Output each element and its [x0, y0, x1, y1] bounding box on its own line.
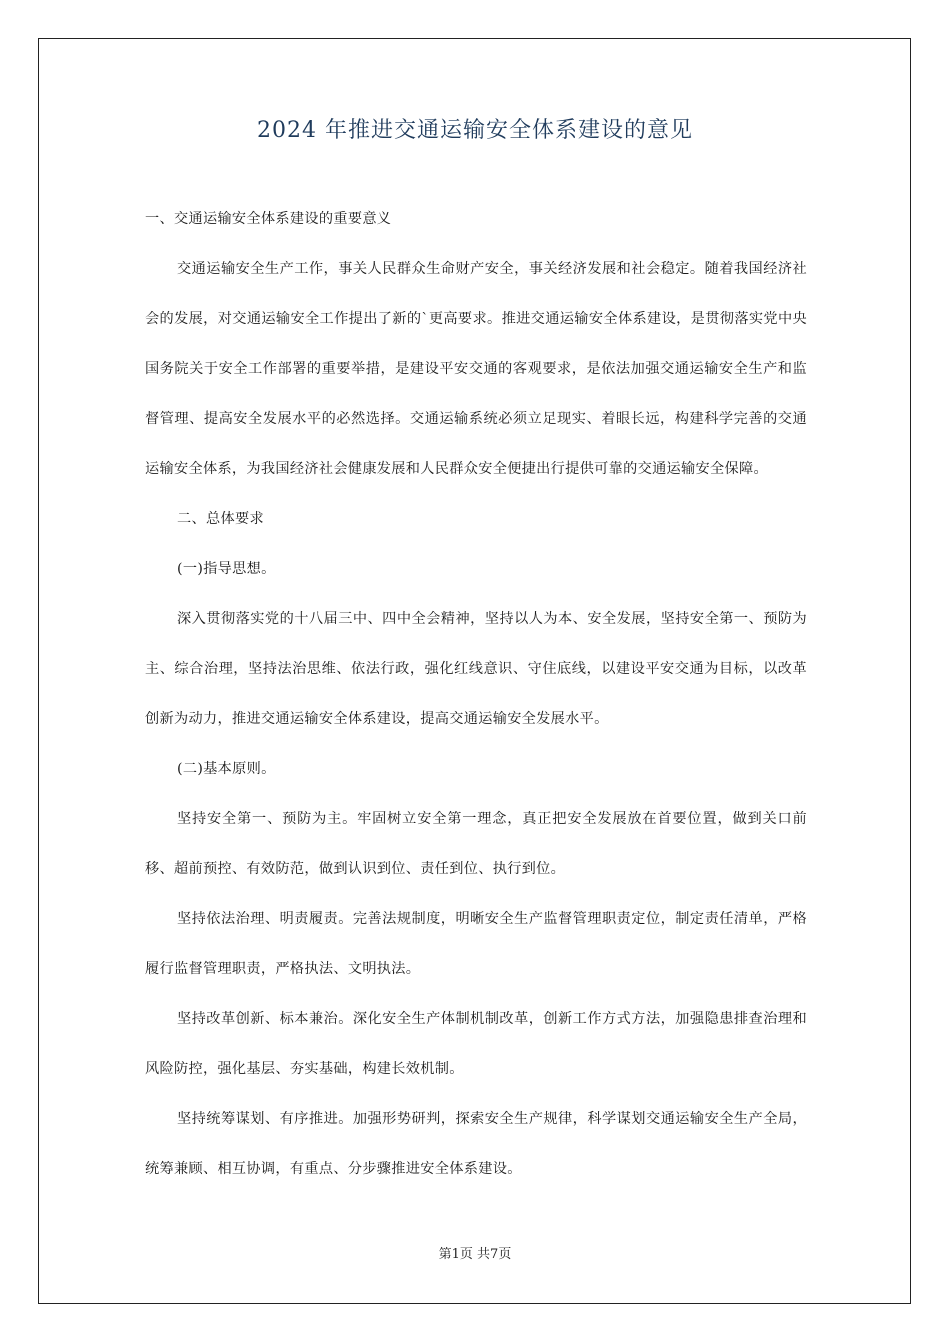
section-heading-2: 二、总体要求 [177, 511, 264, 527]
paragraph-principle-safety-first: 坚持安全第一、预防为主。牢固树立安全第一理念，真正把安全发展放在首要位置，做到关口前移、超前预控、有效防范，做到认识到位、责任到位、执行到位。 [145, 811, 807, 877]
paragraph-principle-rule-of-law: 坚持依法治理、明责履责。完善法规制度，明晰安全生产监督管理职责定位，制定责任清单，严格履行监督管理职责，严格执法、文明执法。 [145, 911, 807, 977]
page-number-footer: 第1页 共7页 [438, 1247, 512, 1262]
paragraph-principle-reform: 坚持改革创新、标本兼治。深化安全生产体制机制改革，创新工作方式方法，加强隐患排查治理和风险防控，强化基层、夯实基础，构建长效机制。 [145, 1011, 807, 1077]
paragraph-significance: 交通运输安全生产工作，事关人民群众生命财产安全，事关经济发展和社会稳定。随着我国经济社会的发展，对交通运输安全工作提出了新的`更高要求。推进交通运输安全体系建设，是贯彻落实党中央国务院关于安全工作部署的重要举措，是建设平安交通的客观要求，是依法加强交通运输安全生产和监督管理、提高安全发展水平的必然选择。交通运输系统必须立足现实、着眼长远，构建科学完善的交通运输安全体系，为我国经济社会健康发展和人民群众安全便捷出行提供可靠的交通运输安全保障。 [145, 261, 807, 477]
document-body [145, 194, 807, 1194]
paragraph-guiding-ideology: 深入贯彻落实党的十八届三中、四中全会精神，坚持以人为本、安全发展，坚持安全第一、预防为主、综合治理，坚持法治思维、依法行政，强化红线意识、守住底线，以建设平安交通为目标，以改革创新为动力，推进交通运输安全体系建设，提高交通运输安全发展水平。 [145, 611, 807, 727]
section-heading-1: 一、交通运输安全体系建设的重要意义 [145, 211, 392, 227]
subheading-basic-principles: (二)基本原则。 [177, 761, 276, 777]
paragraph-principle-planning: 坚持统筹谋划、有序推进。加强形势研判，探索安全生产规律，科学谋划交通运输安全生产全局，统筹兼顾、相互协调，有重点、分步骤推进安全体系建设。 [145, 1111, 807, 1177]
subheading-guiding-ideology: (一)指导思想。 [177, 561, 276, 577]
document-title: 2024 年推进交通运输安全体系建设的意见 [257, 118, 693, 143]
